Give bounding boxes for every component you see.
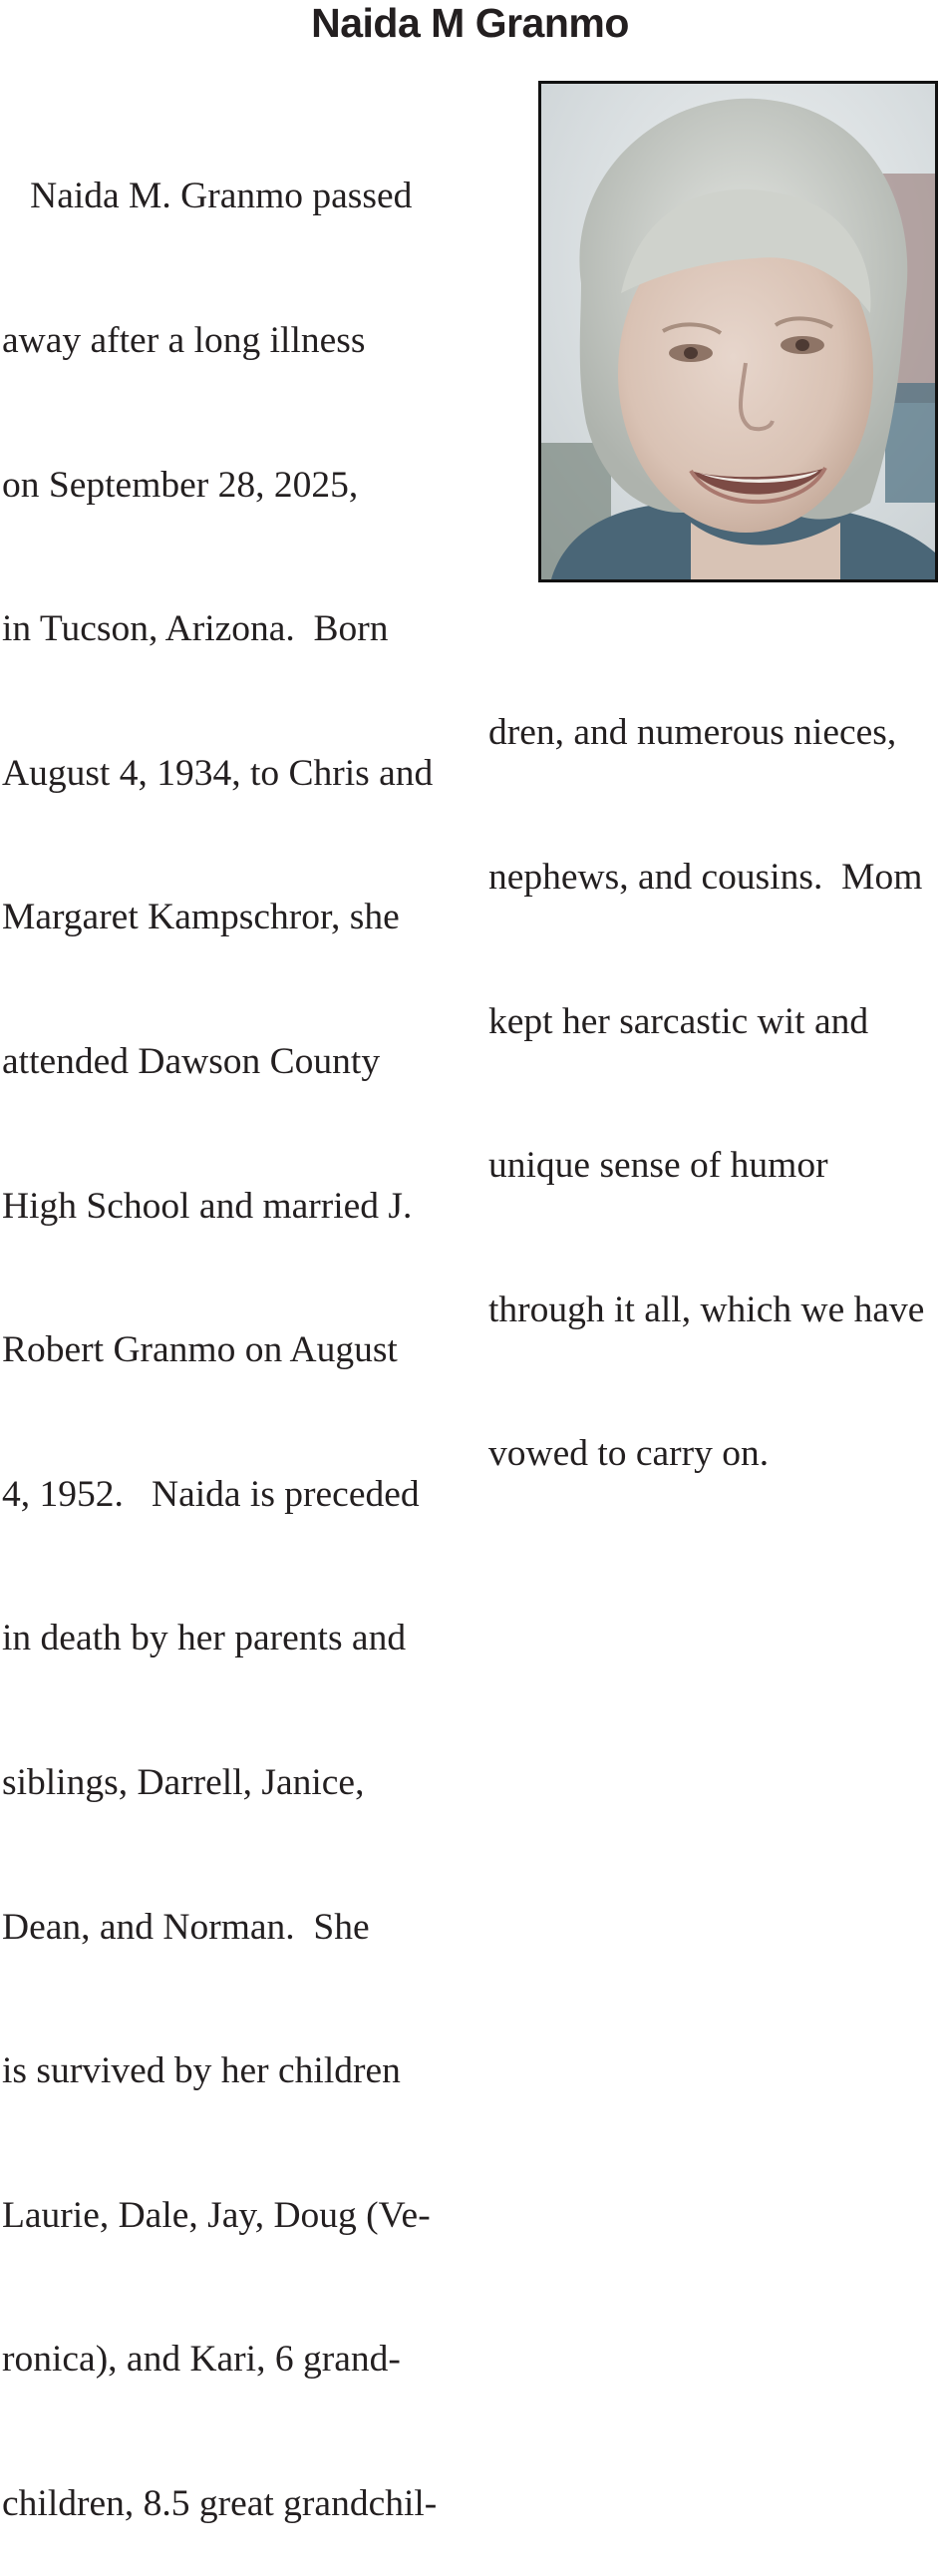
text-line: dren, and numerous nieces, (488, 712, 897, 754)
text-line: away after a long illness (2, 320, 366, 361)
text-line: Robert Granmo on August (2, 1329, 398, 1371)
text-line: 4, 1952. Naida is preceded (2, 1473, 420, 1515)
text-line: children, 8.5 great grandchil- (2, 2482, 438, 2524)
text-line: Margaret Kampschror, she (2, 897, 400, 938)
text-line: attended Dawson County (2, 1040, 381, 1082)
text-line: is survived by her children (2, 2050, 401, 2092)
text-line: nephews, and cousins. Mom (488, 857, 923, 898)
text-line: Laurie, Dale, Jay, Doug (Ve- (2, 2194, 431, 2236)
text-line: Dean, and Norman. She (2, 1906, 370, 1948)
text-line: in Tucson, Arizona. Born (2, 608, 389, 650)
text-line: siblings, Darrell, Janice, (2, 1761, 365, 1803)
portrait-image (541, 84, 935, 579)
obituary-title: Naida M Granmo (311, 0, 629, 46)
obituary-text-left-column (2, 77, 461, 2576)
text-line: kept her sarcastic wit and (488, 1000, 869, 1042)
text-line: High School and married J. (2, 1185, 413, 1227)
text-line: vowed to carry on. (488, 1433, 770, 1475)
portrait-photo (538, 81, 938, 582)
text-line: ronica), and Kari, 6 grand- (2, 2339, 401, 2381)
obituary-text-right-column (488, 613, 940, 1527)
text-line: in death by her parents and (2, 1618, 407, 1659)
text-line: Naida M. Granmo passed (2, 176, 413, 217)
text-line: on September 28, 2025, (2, 464, 359, 506)
text-line: August 4, 1934, to Chris and (2, 752, 434, 794)
text-line: unique sense of humor (488, 1145, 828, 1187)
text-line: through it all, which we have (488, 1288, 925, 1330)
